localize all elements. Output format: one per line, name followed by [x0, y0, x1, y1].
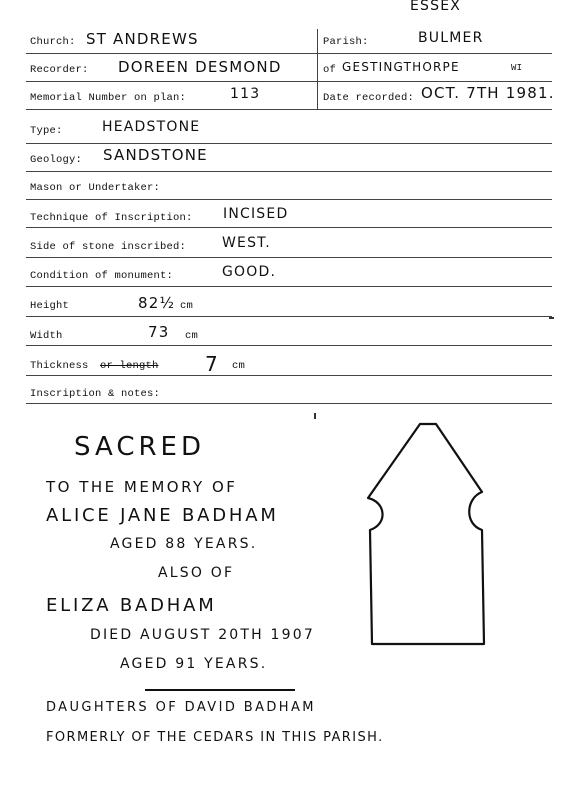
headstone-outline-sketch [360, 418, 500, 654]
inscription-line-10: FORMERLY OF THE CEDARS IN THIS PARISH. [46, 730, 384, 745]
geology-label: Geology: [30, 154, 83, 166]
stray-mark [549, 317, 554, 319]
parish-label: Parish: [323, 36, 369, 48]
rule [26, 109, 552, 110]
geology-value: SANDSTONE [103, 146, 208, 164]
condition-label: Condition of monument: [30, 270, 174, 282]
thickness-unit: cm [232, 360, 246, 372]
thickness-value: 7 [205, 352, 219, 376]
county: ESSEX [410, 0, 462, 14]
height-label: Height [30, 300, 70, 312]
width-label: Width [30, 330, 63, 342]
recorder-value: DOREEN DESMOND [118, 58, 282, 76]
date-recorded-value: OCT. 7TH 1981. [421, 84, 555, 102]
width-value: 73 [148, 323, 170, 341]
technique-label: Technique of Inscription: [30, 212, 193, 224]
condition-value: GOOD. [222, 264, 277, 280]
inscription-line-3: ALICE JANE BADHAM [46, 505, 279, 526]
thickness-label: Thickness [30, 360, 89, 372]
rule [26, 227, 552, 228]
inscription-line-6: ELIZA BADHAM [46, 595, 217, 616]
stray-mark [314, 413, 316, 419]
height-unit: cm [180, 300, 194, 312]
type-label: Type: [30, 125, 63, 137]
memorial-number-value: 113 [230, 86, 261, 102]
rule [26, 257, 552, 258]
church-value: ST ANDREWS [86, 30, 199, 48]
date-recorded-label: Date recorded: [323, 92, 415, 104]
inscription-line-5: ALSO OF [158, 565, 235, 581]
inscription-label: Inscription & notes: [30, 388, 161, 400]
technique-value: INCISED [223, 206, 289, 222]
recorder-org-suffix: WI [511, 63, 523, 73]
thickness-struck: or length [100, 360, 159, 372]
rule [26, 143, 552, 144]
inscription-line-9: DAUGHTERS OF DAVID BADHAM [46, 700, 316, 715]
inscription-line-4: AGED 88 YEARS. [110, 536, 258, 552]
inscription-line-2: TO THE MEMORY OF [46, 478, 238, 496]
separator-line [145, 689, 295, 691]
memorial-number-label: Memorial Number on plan: [30, 92, 187, 104]
inscription-line-7: DIED AUGUST 20TH 1907 [90, 627, 315, 643]
rule [26, 171, 552, 172]
rule [26, 345, 552, 346]
inscription-line-1: SACRED [74, 432, 205, 462]
type-value: HEADSTONE [102, 119, 201, 135]
rule [26, 403, 552, 404]
rule [26, 199, 552, 200]
side-value: WEST. [222, 235, 271, 251]
width-unit: cm [185, 330, 199, 342]
recorder-label: Recorder: [30, 64, 89, 76]
recorder-org-value: GESTINGTHORPE [342, 60, 460, 74]
rule [26, 316, 552, 317]
side-label: Side of stone inscribed: [30, 241, 187, 253]
column-divider [317, 29, 318, 109]
church-label: Church: [30, 36, 76, 48]
height-value: 82½ [138, 294, 176, 312]
inscription-line-8: AGED 91 YEARS. [120, 656, 268, 672]
recorder-org-prefix: of [323, 64, 337, 76]
mason-label: Mason or Undertaker: [30, 182, 161, 194]
rule [26, 286, 552, 287]
rule [26, 375, 552, 376]
rule [26, 81, 552, 82]
parish-value: BULMER [418, 30, 484, 46]
rule [26, 53, 552, 54]
